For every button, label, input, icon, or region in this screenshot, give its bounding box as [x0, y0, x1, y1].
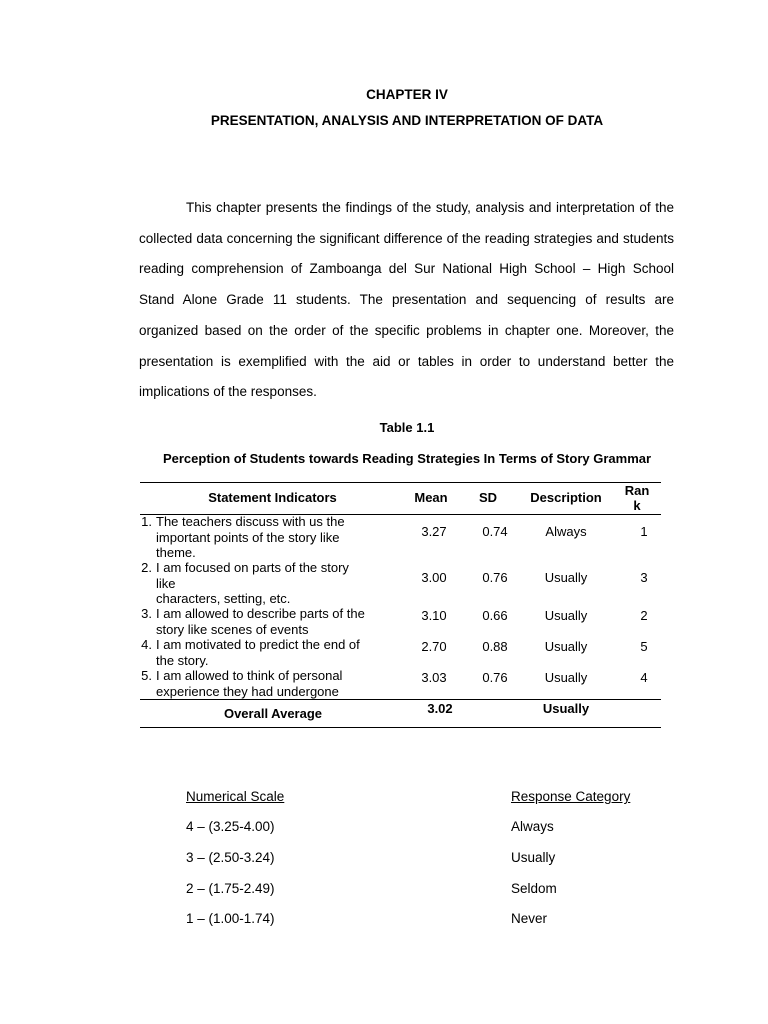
row-statement-line: like — [156, 575, 176, 591]
header-rank-line2: k — [633, 498, 641, 513]
row-number: 3. — [141, 606, 152, 621]
overall-average-label: Overall Average — [223, 706, 323, 721]
row-number: 1. — [141, 514, 152, 529]
table-subtitle: Perception of Students towards Reading Strategies In Terms of Story Grammar — [162, 451, 652, 466]
row-description: Usually — [544, 670, 588, 685]
scale-range: 2 – (1.75-2.49) — [186, 881, 275, 896]
row-statement-line: I am allowed to think of personal — [156, 668, 343, 683]
row-number: 4. — [141, 637, 152, 652]
row-sd: 0.74 — [482, 524, 508, 539]
scale-range: 3 – (2.50-3.24) — [186, 850, 275, 865]
header-statement: Statement Indicators — [208, 490, 337, 505]
table-top-rule — [140, 482, 661, 483]
chapter-heading: CHAPTER IV — [366, 87, 448, 102]
header-mean: Mean — [414, 490, 448, 505]
row-statement-line: theme. — [156, 545, 196, 560]
row-description: Usually — [544, 570, 588, 585]
row-statement — [156, 668, 388, 699]
row-mean: 3.10 — [421, 608, 447, 623]
row-statement-line: story like scenes of events — [156, 621, 309, 637]
overall-top-rule — [140, 699, 661, 700]
chapter-title: PRESENTATION, ANALYSIS AND INTERPRETATION OF DATA — [210, 113, 604, 128]
overall-average-mean: 3.02 — [427, 701, 453, 716]
scale-category: Always — [511, 819, 554, 834]
row-statement-line: I am allowed to describe parts of the — [156, 606, 365, 621]
row-mean: 3.00 — [421, 570, 447, 585]
numerical-scale-header: Numerical Scale — [186, 789, 285, 804]
row-mean: 2.70 — [421, 639, 447, 654]
row-number: 2. — [141, 560, 152, 575]
row-statement — [156, 606, 388, 637]
row-statement-line: characters, setting, etc. — [156, 591, 291, 606]
table-caption: Table 1.1 — [379, 420, 435, 435]
row-mean: 3.03 — [421, 670, 447, 685]
row-number: 5. — [141, 668, 152, 683]
row-statement-line: I am focused on parts of the story — [156, 560, 349, 575]
row-description: Usually — [544, 639, 588, 654]
overall-average-description: Usually — [542, 701, 590, 716]
row-rank: 1 — [640, 524, 648, 539]
table-bottom-rule — [140, 727, 661, 728]
row-sd: 0.88 — [482, 639, 508, 654]
header-description: Description — [530, 490, 602, 505]
row-statement — [156, 514, 388, 561]
row-sd: 0.66 — [482, 608, 508, 623]
header-sd: SD — [478, 490, 498, 505]
row-statement-line: important points of the story like — [156, 529, 340, 545]
row-description: Always — [545, 524, 587, 539]
row-rank: 5 — [640, 639, 648, 654]
scale-category: Never — [511, 911, 548, 926]
row-description: Usually — [544, 608, 588, 623]
row-statement — [156, 637, 388, 668]
intro-paragraph: This chapter presents the findings of the study, analysis and interpretation of the collected data concerning the significant difference of the reading strategies and students reading comprehension of Zamboanga del Sur National High School – High School Stand Alone Grade 11 students. The presentation and sequencing of results are organized based on the order of the specific problems in chapter one. Moreover, the presentation is exemplified with the aid or tables in order to understand better the implications of the responses. — [139, 200, 674, 400]
row-mean: 3.27 — [421, 524, 447, 539]
scale-range: 1 – (1.00-1.74) — [186, 911, 275, 926]
row-statement-line: The teachers discuss with us the — [156, 514, 345, 529]
header-rank — [618, 483, 656, 513]
row-statement — [156, 560, 388, 607]
row-statement-line: the story. — [156, 652, 209, 668]
row-statement-line: experience they had undergone — [156, 683, 339, 699]
row-statement-line: I am motivated to predict the end of — [156, 637, 360, 652]
response-category-header: Response Category — [511, 789, 631, 804]
scale-category: Usually — [511, 850, 556, 865]
header-rank-line1: Ran — [624, 483, 650, 498]
row-sd: 0.76 — [482, 670, 508, 685]
row-sd: 0.76 — [482, 570, 508, 585]
row-rank: 2 — [640, 608, 648, 623]
row-rank: 3 — [640, 570, 648, 585]
scale-category: Seldom — [511, 881, 557, 896]
row-rank: 4 — [640, 670, 648, 685]
scale-range: 4 – (3.25-4.00) — [186, 819, 275, 834]
